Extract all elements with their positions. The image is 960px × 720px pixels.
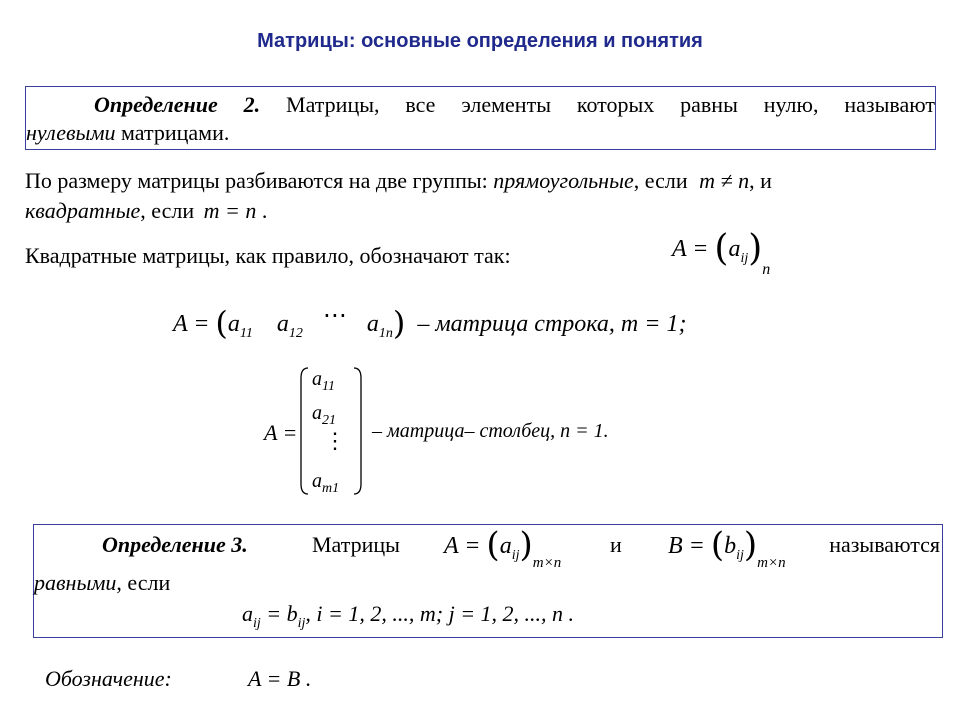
def3-a-sub: ij <box>511 548 520 563</box>
def3-a-dim: m×n <box>532 555 562 571</box>
definition-3-and: и <box>610 532 622 557</box>
page-title: Матрицы: основные определения и понятия <box>257 30 703 52</box>
column-dots: ⋮ <box>324 428 346 453</box>
cond-a: a <box>242 601 253 626</box>
definition-3-box <box>33 524 943 638</box>
col-a-3: a <box>312 470 322 492</box>
row-description: – матрица строка, m = 1; <box>417 311 687 337</box>
row-sub-1: 11 <box>239 326 253 341</box>
definition-3-label: Определение 3. <box>102 532 248 557</box>
size-if: , если <box>633 168 694 193</box>
def3-a-left-paren: ( <box>486 525 500 565</box>
definition-3-formula-a <box>444 525 561 572</box>
row-lhs: A = <box>173 311 210 337</box>
definition-2-tail: матрицами. <box>115 120 230 145</box>
column-matrix <box>300 366 362 496</box>
definition-3-if: , если <box>116 570 171 595</box>
definition-2-term: нулевыми <box>26 120 116 145</box>
def3-a-right-paren: ) <box>519 525 533 565</box>
rectangular-term: прямоугольные <box>493 168 634 193</box>
col-sub-3: m1 <box>322 481 340 496</box>
def3-a-element: a <box>499 533 512 559</box>
square-notation-formula <box>672 228 770 279</box>
col-sub-2: 21 <box>322 413 336 428</box>
definition-2-box <box>25 86 936 150</box>
square-notation-text: Квадратные матрицы, как правило, обозначают так: <box>25 243 511 268</box>
column-element-3 <box>312 470 339 497</box>
row-matrix-formula <box>173 304 686 342</box>
formula-order: n <box>762 261 771 278</box>
rectangular-condition: m ≠ n <box>699 168 750 193</box>
size-text: По размеру матрицы разбиваются на две группы: <box>25 168 494 193</box>
definition-2-text: Матрицы, все элементы которых равны нулю, называют <box>260 92 935 117</box>
row-element-2: a <box>276 311 289 337</box>
size-groups-line-2 <box>25 196 267 226</box>
size-groups-line-1 <box>25 166 772 196</box>
row-element-3: a <box>366 311 379 337</box>
definition-3-term: равными <box>34 570 117 595</box>
definition-3-formula-b <box>668 525 786 572</box>
row-dots: ⋯ <box>322 303 347 329</box>
def3-b-dim: m×n <box>757 555 786 571</box>
size-if-2: , если <box>140 198 200 223</box>
column-description: – матрица– столбец, n = 1. <box>372 420 609 442</box>
cond-b-sub: ij <box>297 616 306 631</box>
def3-b-lhs: B = <box>668 533 705 559</box>
size-period: . <box>256 198 268 223</box>
def3-b-sub: ij <box>736 548 744 563</box>
definition-3-line-2 <box>34 568 170 598</box>
col-a-1: a <box>312 368 322 390</box>
def3-a-lhs: A = <box>444 533 481 559</box>
col-a-2: a <box>312 402 322 424</box>
column-element-2 <box>312 402 336 429</box>
definition-2-label: Определение 2. <box>94 92 261 117</box>
formula-lhs: A = <box>672 236 709 262</box>
col-sub-1: 11 <box>322 379 335 394</box>
row-sub-2: 12 <box>288 326 303 341</box>
right-paren: ) <box>748 228 763 269</box>
left-paren: ( <box>714 228 729 269</box>
formula-subscript: ij <box>740 251 749 266</box>
definition-3-condition <box>242 601 574 632</box>
definition-2-line-1 <box>26 90 935 120</box>
column-lhs: A = <box>264 420 298 445</box>
cond-rest: , i = 1, 2, ..., m; j = 1, 2, ..., n . <box>305 601 575 626</box>
notation-formula: A = B . <box>248 666 312 691</box>
formula-element: a <box>728 236 741 262</box>
definition-3-called: называются <box>829 532 940 557</box>
cond-a-sub: ij <box>253 616 261 631</box>
def3-b-left-paren: ( <box>710 525 725 565</box>
def3-b-element: b <box>724 533 737 559</box>
definition-2-line-2 <box>26 118 229 148</box>
square-condition: m = n <box>203 198 257 223</box>
row-element-1: a <box>227 311 240 337</box>
row-sub-3: 1n <box>378 326 393 341</box>
column-element-1 <box>312 368 335 395</box>
notation-label: Обозначение: <box>45 666 172 691</box>
def3-b-right-paren: ) <box>743 525 758 565</box>
definition-3-matrices: Матрицы <box>312 532 400 557</box>
cond-eq: = <box>260 601 287 626</box>
square-term: квадратные <box>25 198 141 223</box>
row-left-paren: ( <box>215 304 228 342</box>
cond-b: b <box>286 601 298 626</box>
size-and: , и <box>749 168 772 193</box>
row-right-paren: ) <box>392 304 406 342</box>
